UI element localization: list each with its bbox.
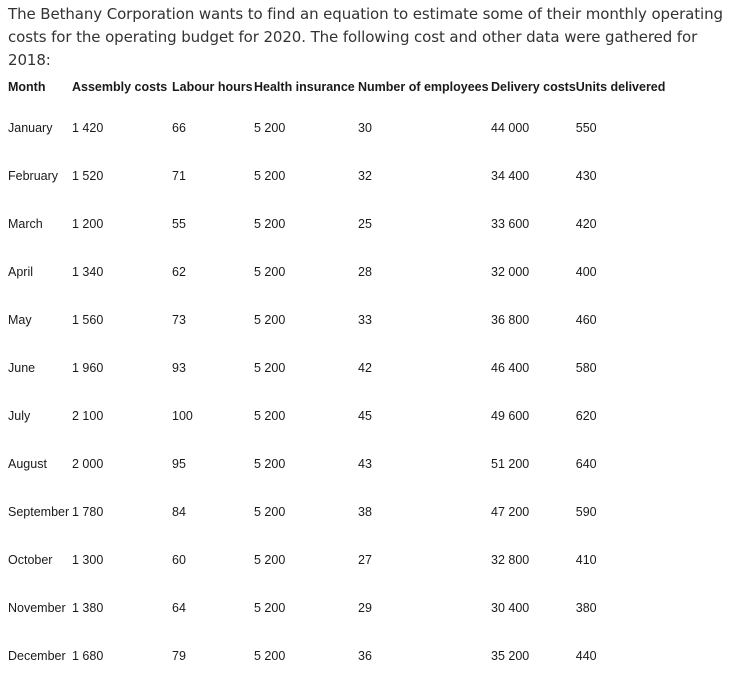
cell-health-insurance: 5 200	[254, 361, 286, 375]
cell-delivery-costs: 49 600	[491, 409, 530, 423]
cell-assembly-costs: 1 680	[72, 649, 104, 663]
cell-health-insurance: 5 200	[254, 409, 286, 423]
table-row	[0, 104, 676, 152]
cell-health-insurance: 5 200	[254, 313, 286, 327]
cell-labour-hours: 55	[172, 217, 186, 231]
cell-delivery-costs: 44 000	[491, 121, 530, 135]
table-row	[0, 536, 676, 584]
cell-units-delivered: 580	[575, 361, 597, 375]
cell-units-delivered: 410	[575, 553, 597, 567]
cell-number-of-employees: 30	[358, 121, 372, 135]
cell-units-delivered: 400	[575, 265, 597, 279]
table-row	[0, 248, 676, 296]
cell-delivery-costs: 32 800	[491, 553, 530, 567]
cell-health-insurance: 5 200	[254, 265, 286, 279]
cell-health-insurance: 5 200	[254, 601, 286, 615]
header-month: Month	[8, 80, 46, 94]
cell-number-of-employees: 33	[358, 313, 372, 327]
header-assembly-costs: Assembly costs	[72, 80, 168, 94]
table-header-row	[0, 70, 676, 104]
cell-number-of-employees: 43	[358, 457, 372, 471]
table-row	[0, 152, 676, 200]
cell-health-insurance: 5 200	[254, 649, 286, 663]
cell-assembly-costs: 1 960	[72, 361, 104, 375]
cell-assembly-costs: 1 420	[72, 121, 104, 135]
table-row	[0, 392, 676, 440]
cell-month: July	[8, 409, 31, 423]
cell-number-of-employees: 27	[358, 553, 372, 567]
header-labour-hours: Labour hours	[172, 80, 253, 94]
header-delivery-costs: Delivery costs	[491, 80, 576, 94]
cell-delivery-costs: 32 000	[491, 265, 530, 279]
cell-labour-hours: 84	[172, 505, 186, 519]
cell-labour-hours: 93	[172, 361, 186, 375]
cell-delivery-costs: 51 200	[491, 457, 530, 471]
cell-month: October	[8, 553, 53, 567]
cell-number-of-employees: 25	[358, 217, 372, 231]
table-row	[0, 632, 676, 680]
cell-units-delivered: 590	[575, 505, 597, 519]
cell-assembly-costs: 1 200	[72, 217, 104, 231]
cell-assembly-costs: 1 300	[72, 553, 104, 567]
cell-number-of-employees: 28	[358, 265, 372, 279]
table-row	[0, 200, 676, 248]
cell-month: September	[8, 505, 70, 519]
cell-health-insurance: 5 200	[254, 505, 286, 519]
cell-number-of-employees: 36	[358, 649, 372, 663]
cost-data-table	[0, 70, 676, 680]
cell-month: November	[8, 601, 66, 615]
intro-paragraph: The Bethany Corporation wants to find an equation to estimate some of their monthly operating costs for the operating budget for 2020. The following cost and other data were gathered for 2018:	[8, 5, 723, 69]
cell-number-of-employees: 32	[358, 169, 372, 183]
cell-labour-hours: 62	[172, 265, 186, 279]
cell-month: August	[8, 457, 47, 471]
cell-month: March	[8, 217, 43, 231]
cell-assembly-costs: 1 560	[72, 313, 104, 327]
cell-delivery-costs: 34 400	[491, 169, 530, 183]
cell-units-delivered: 460	[575, 313, 597, 327]
cell-health-insurance: 5 200	[254, 457, 286, 471]
cell-labour-hours: 66	[172, 121, 186, 135]
cell-health-insurance: 5 200	[254, 121, 286, 135]
cell-units-delivered: 430	[575, 169, 597, 183]
header-number-of-employees: Number of employees	[358, 80, 489, 94]
cell-month: February	[8, 169, 59, 183]
cell-health-insurance: 5 200	[254, 553, 286, 567]
cell-labour-hours: 73	[172, 313, 186, 327]
cell-labour-hours: 95	[172, 457, 186, 471]
cell-units-delivered: 620	[575, 409, 597, 423]
cell-delivery-costs: 47 200	[491, 505, 530, 519]
cell-month: January	[8, 121, 53, 135]
cell-labour-hours: 64	[172, 601, 186, 615]
cell-health-insurance: 5 200	[254, 217, 286, 231]
cell-delivery-costs: 30 400	[491, 601, 530, 615]
cell-month: December	[8, 649, 66, 663]
cell-number-of-employees: 42	[358, 361, 372, 375]
table-row	[0, 296, 676, 344]
cell-assembly-costs: 1 780	[72, 505, 104, 519]
cell-assembly-costs: 2 100	[72, 409, 104, 423]
cell-month: May	[8, 313, 32, 327]
cell-delivery-costs: 36 800	[491, 313, 530, 327]
cell-delivery-costs: 33 600	[491, 217, 530, 231]
cell-labour-hours: 60	[172, 553, 186, 567]
cell-units-delivered: 640	[575, 457, 597, 471]
table-row	[0, 440, 676, 488]
header-health-insurance: Health insurance	[254, 80, 355, 94]
cell-labour-hours: 79	[172, 649, 186, 663]
cell-delivery-costs: 35 200	[491, 649, 530, 663]
cell-health-insurance: 5 200	[254, 169, 286, 183]
table-row	[0, 584, 676, 632]
cell-assembly-costs: 1 520	[72, 169, 104, 183]
cell-delivery-costs: 46 400	[491, 361, 530, 375]
cell-assembly-costs: 1 340	[72, 265, 104, 279]
cell-units-delivered: 440	[575, 649, 597, 663]
cell-units-delivered: 380	[575, 601, 597, 615]
cell-month: April	[8, 265, 34, 279]
cell-assembly-costs: 1 380	[72, 601, 104, 615]
cell-labour-hours: 100	[172, 409, 193, 423]
table-row	[0, 344, 676, 392]
cell-number-of-employees: 45	[358, 409, 372, 423]
header-units-delivered: Units delivered	[575, 80, 666, 94]
cell-assembly-costs: 2 000	[72, 457, 104, 471]
table-body	[0, 104, 676, 680]
table-row	[0, 488, 676, 536]
cell-number-of-employees: 29	[358, 601, 372, 615]
cell-units-delivered: 420	[575, 217, 597, 231]
cell-labour-hours: 71	[172, 169, 186, 183]
cell-number-of-employees: 38	[358, 505, 372, 519]
cell-units-delivered: 550	[575, 121, 597, 135]
cell-month: June	[8, 361, 36, 375]
